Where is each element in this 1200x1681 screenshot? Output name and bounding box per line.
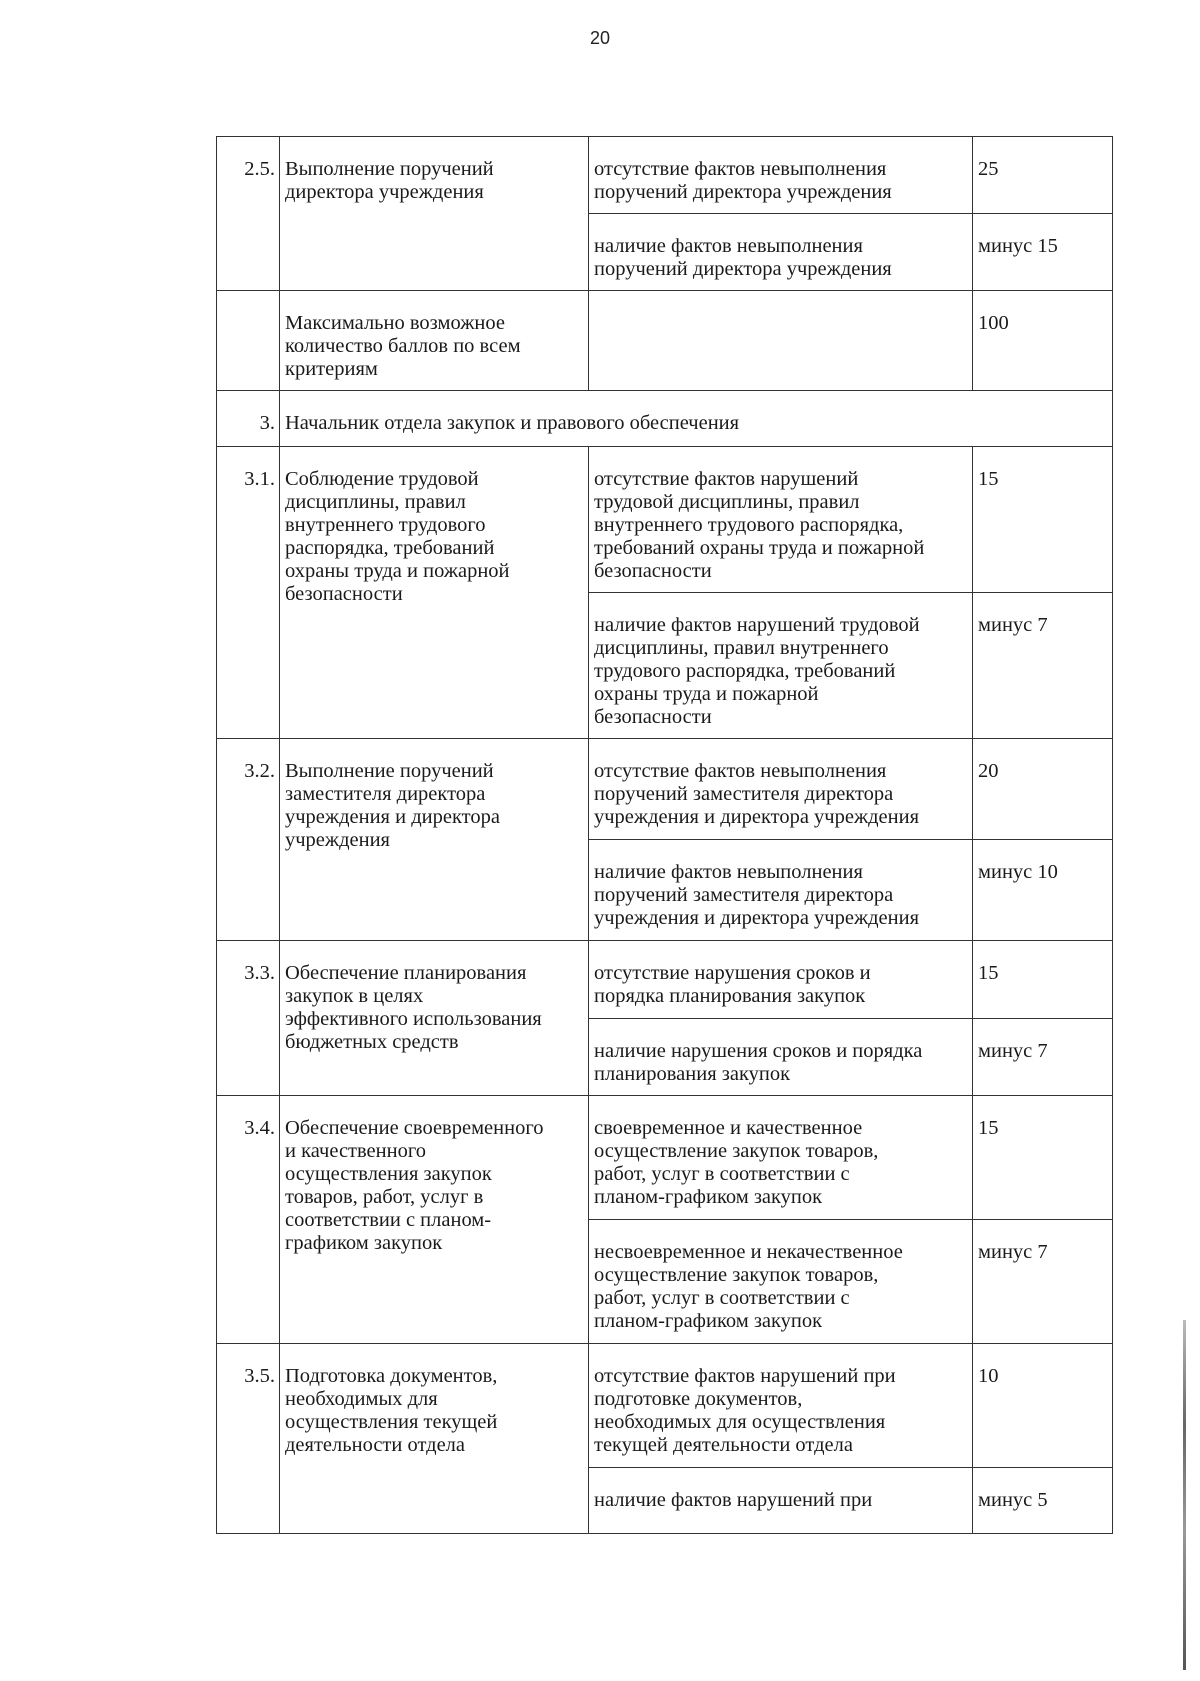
table-row [217, 1096, 1113, 1220]
table-row [217, 1344, 1113, 1468]
table-row [217, 291, 1113, 391]
criteria-table [216, 136, 1113, 1534]
condition-text: отсутствие нарушения сроков и порядка планирования закупок [594, 962, 871, 1007]
condition-text: своевременное и качественное осуществление закупок товаров, работ, услуг в соответствии с планом-графиком закупок [594, 1117, 879, 1208]
criterion-number: 3.4. [244, 1117, 275, 1139]
condition-text: отсутствие фактов невыполнения поручений заместителя директора учреждения и директора учреждения [594, 760, 920, 828]
criterion-number: 3.3. [244, 962, 275, 984]
condition-text: отсутствие фактов невыполнения поручений директора учреждения [594, 158, 892, 203]
points-value: 100 [978, 312, 1009, 334]
points-value: 15 [978, 1117, 999, 1139]
criterion-name: Обеспечение своевременного и качественного осуществления закупок товаров, работ, услуг в соответствии с планом- графиком закупок [285, 1117, 544, 1254]
criterion-number: 3.1. [244, 468, 275, 490]
condition-text: несвоевременное и некачественное осуществление закупок товаров, работ, услуг в соответствии с планом-графиком закупок [594, 1241, 903, 1332]
criterion-number: 3.5. [244, 1365, 275, 1387]
condition-text [589, 291, 972, 312]
criterion-name: Обеспечение планирования закупок в целях эффективного использования бюджетных средств [285, 962, 542, 1053]
condition-text: наличие фактов нарушений трудовой дисциплины, правил внутреннего трудового распорядка, требований охраны труда и пожарной безопасности [594, 614, 920, 728]
criterion-name: Максимально возможное количество баллов по всем критериям [285, 312, 521, 380]
points-value: 25 [978, 158, 999, 180]
condition-text: отсутствие фактов нарушений при подготовке документов, необходимых для осуществления текущей деятельности отдела [594, 1365, 896, 1456]
points-value: минус 7 [978, 1241, 1048, 1263]
points-value: минус 7 [978, 1040, 1048, 1062]
condition-text: наличие нарушения сроков и порядка планирования закупок [594, 1040, 923, 1085]
points-value: минус 7 [978, 614, 1048, 636]
condition-text: наличие фактов невыполнения поручений заместителя директора учреждения и директора учреждения [594, 861, 920, 929]
points-value: минус 5 [978, 1489, 1048, 1511]
section-row [217, 391, 1113, 447]
criterion-number: 3.2. [244, 760, 275, 782]
condition-text: наличие фактов невыполнения поручений директора учреждения [594, 235, 892, 280]
table-row [217, 137, 1113, 214]
points-value: 20 [978, 760, 999, 782]
criterion-name: Соблюдение трудовой дисциплины, правил внутреннего трудового распорядка, требований охраны труда и пожарной безопасности [285, 468, 510, 605]
table-row [217, 739, 1113, 840]
condition-text: наличие фактов нарушений при [594, 1489, 873, 1511]
points-value: 10 [978, 1365, 999, 1387]
points-value: минус 10 [978, 861, 1058, 883]
page-number: 20 [589, 28, 611, 48]
table-row [217, 941, 1113, 1019]
scan-edge-mark [1183, 1320, 1186, 1670]
section-number: 3. [259, 412, 275, 434]
criterion-number [217, 291, 279, 312]
criterion-name: Выполнение поручений директора учреждения [285, 158, 494, 203]
points-value: 15 [978, 468, 999, 490]
points-value: 15 [978, 962, 999, 984]
condition-text: отсутствие фактов нарушений трудовой дисциплины, правил внутреннего трудового распорядка, требований охраны труда и пожарной безопасности [594, 468, 925, 582]
points-value: минус 15 [978, 235, 1058, 257]
table-row [217, 447, 1113, 593]
section-title: Начальник отдела закупок и правового обеспечения [285, 412, 740, 434]
criterion-name: Выполнение поручений заместителя директора учреждения и директора учреждения [285, 760, 500, 851]
criterion-number: 2.5. [244, 158, 275, 180]
criterion-name: Подготовка документов, необходимых для осуществления текущей деятельности отдела [285, 1365, 498, 1456]
